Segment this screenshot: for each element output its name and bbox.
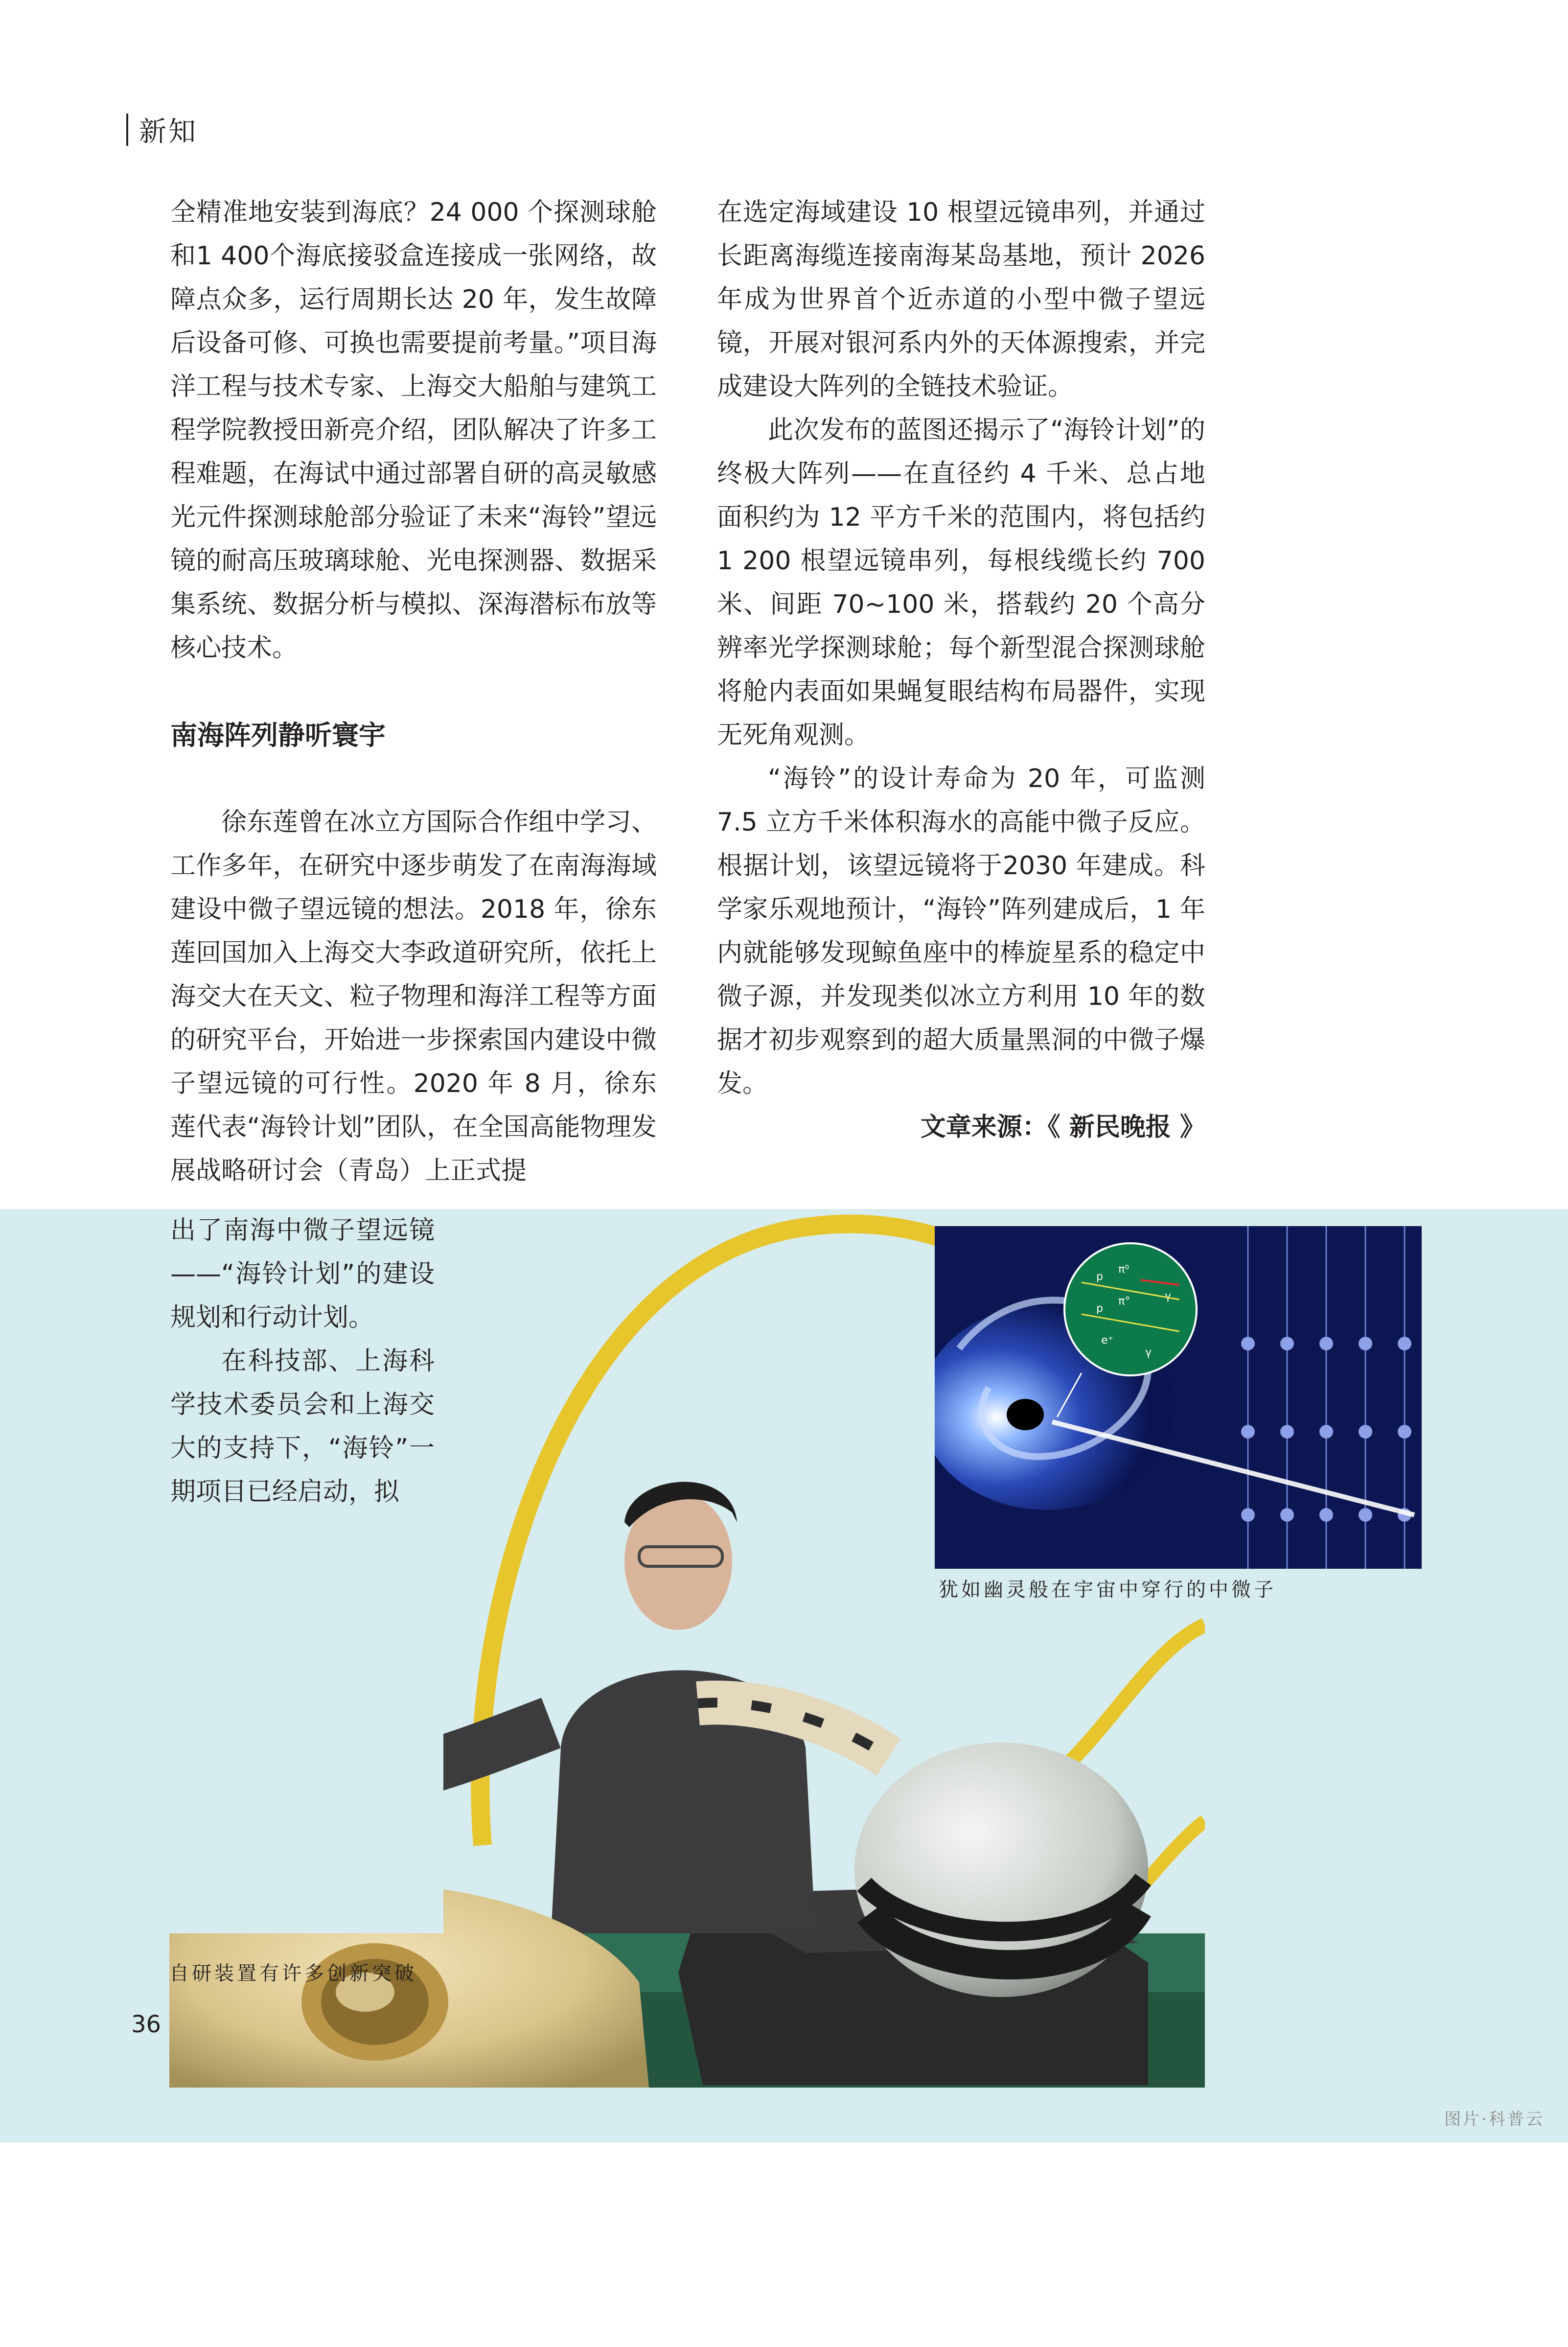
section-paragraph: 徐东莲曾在冰立方国际合作组中学习、工作多年，在研究中逐步萌发了在南海海域建设中微子望远镜的想法。2018 年，徐东莲回国加入上海交大李政道研究所，依托上海交大在天文、粒子物理和海洋工程等方面的研究平台，开始进一步探索国内建设中微子望远镜的可行性。2020 年 8 月，徐东莲代表“海铃计划”团队，在全国高能物理发展战略研讨会（青岛）上正式提: [170, 808, 657, 1185]
inset-label-pi: π°: [1118, 1295, 1130, 1307]
wrap-paragraph: 在科技部、上海科学技术委员会和上海交大的支持下，“海铃”一期项目已经启动，拟: [170, 1347, 435, 1507]
neutrino-illustration: [935, 1226, 1422, 1569]
inset-label-p2: p: [1096, 1302, 1103, 1315]
right-column: [717, 191, 1205, 1149]
header-rule: [126, 114, 128, 146]
watermark: 图片·科普云: [1444, 2110, 1545, 2129]
section-header: [126, 108, 198, 152]
right-paragraph-3: “海铃”的设计寿命为 20 年，可监测 7.5 立方千米体积海水的高能中微子反应。根据计划，该望远镜将于2030 年建成。科学家乐观地预计，“海铃”阵列建成后，1 年内就能够发现鲸鱼座中的棒旋星系的稳定中微子源，并发现类似冰立方利用 10 年的数据才初步观察到的超大质量黑洞的中微子爆发。: [717, 764, 1205, 1098]
inset-label-p1: p: [1096, 1271, 1103, 1283]
left-paragraph: 全精准地安装到海底？24 000 个探测球舱和1 400个海底接驳盒连接成一张网络，故障点众多，运行周期长达 20 年，发生故障后设备可修、可换也需要提前考量。”项目海洋工程与技术专家、上海交大船舶与建筑工程学院教授田新亮介绍，团队解决了许多工程难题，在海试中通过部署自研的高灵敏感光元件探测球舱部分验证了未来“海铃”望远镜的耐高压玻璃球舱、光电探测器、数据采集系统、数据分析与模拟、深海潜标布放等核心技术。: [170, 198, 657, 663]
wrap-column: [170, 1209, 435, 1514]
section-label: 新知: [139, 116, 198, 148]
right-paragraph-2: 此次发布的蓝图还揭示了“海铃计划”的终极大阵列——在直径约 4 千米、总占地面积约为 12 平方千米的范围内，将包括约 1 200 根望远镜串列，每根线缆长约 700 米、间距 70~100 米，搭载约 20 个高分辨率光学探测球舱；每个新型混合探测球舱将舱内表面如果蝇复眼结构布局器件，实现无死角观测。: [717, 416, 1205, 750]
inset-label-eplus: e⁺: [1101, 1334, 1114, 1347]
article-source: 文章来源：《 新民晚报 》: [920, 1113, 1205, 1142]
wrap-continuation: 出了南海中微子望远镜——“海铃计划”的建设规划和行动计划。: [170, 1216, 435, 1332]
page-number: 36: [131, 2011, 161, 2038]
inset-label-pi0: π⁰: [1118, 1263, 1130, 1276]
inset-label-gamma2: γ: [1145, 1347, 1152, 1359]
left-column: [170, 191, 657, 1193]
right-paragraph-1: 在选定海域建设 10 根望远镜串列，并通过长距离海缆连接南海某岛基地，预计 2026 年成为世界首个近赤道的小型中微子望远镜，开展对银河系内外的天体源搜索，并完成建设大阵列的全链技术验证。: [717, 198, 1205, 401]
space-caption: 犹如幽灵般在宇宙中穿行的中微子: [939, 1579, 1276, 1601]
photo-caption: 自研装置有许多创新突破: [169, 1962, 417, 1985]
section-heading: 南海阵列静听寰宇: [170, 720, 386, 751]
inset-label-gamma1: γ: [1165, 1290, 1172, 1302]
